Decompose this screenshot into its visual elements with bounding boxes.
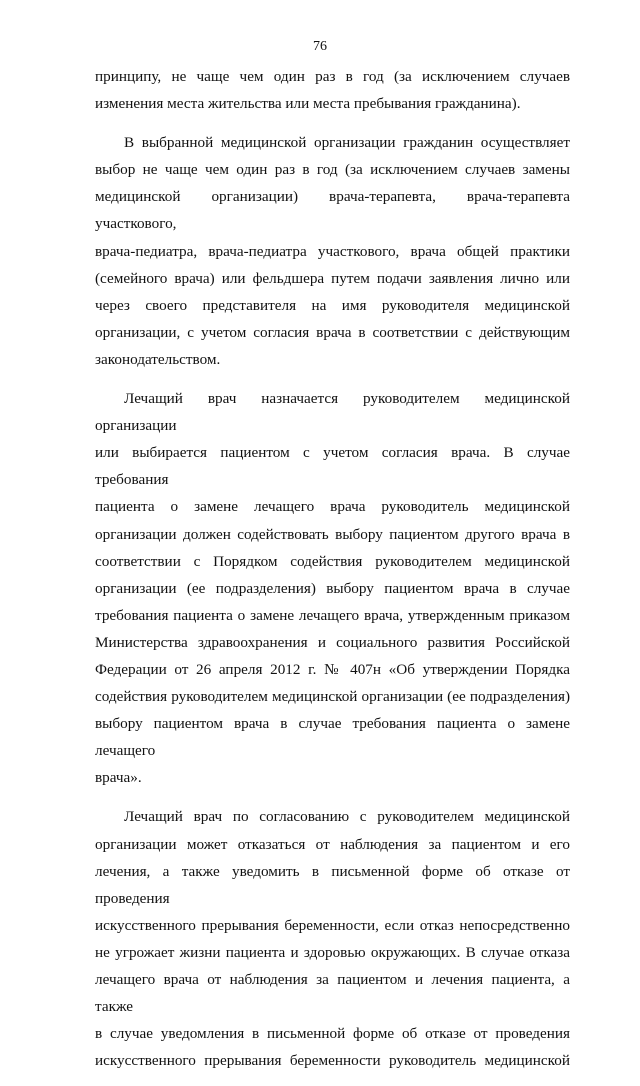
text-line: В выбранной медицинской организации гражданин осуществляет (124, 134, 570, 152)
text-line: выбор не чаще чем один раз в год (за исключением случаев замены (95, 161, 570, 179)
text-line: пациента о замене лечащего врача руководитель медицинской (95, 498, 570, 516)
paragraph-4 (95, 803, 570, 1074)
text-line: искусственного прерывания беременности, если отказ непосредственно (95, 916, 570, 934)
document-body (95, 63, 570, 1086)
text-line: законодательством. (95, 350, 221, 368)
text-line: через своего представителя на имя руководителя медицинской (95, 296, 570, 314)
paragraph-2 (95, 129, 570, 373)
text-line: требования пациента о замене лечащего врача, утвержденным приказом (95, 606, 570, 624)
paragraph-1 (95, 63, 570, 117)
paragraph-3 (95, 385, 570, 791)
text-line: выбору пациентом врача в случае требования пациента о замене лечащего (95, 715, 570, 760)
text-line: содействия руководителем медицинской организации (ее подразделения) (95, 688, 570, 706)
text-line: изменения места жительства или места пребывания гражданина). (95, 95, 521, 113)
text-line: медицинской организации) врача-терапевта, врача-терапевта участкового, (95, 188, 570, 233)
text-line: лечащего врача от наблюдения за пациентом и лечения пациента, а также (95, 971, 570, 1016)
text-line: Министерства здравоохранения и социального развития Российской (95, 633, 570, 651)
text-line: искусственного прерывания беременности руководитель медицинской (95, 1052, 570, 1070)
text-line: (семейного врача) или фельдшера путем подачи заявления лично или (95, 269, 570, 287)
text-line: соответствии с Порядком содействия руководителем медицинской (95, 552, 570, 570)
text-line: Лечащий врач назначается руководителем медицинской организации (95, 390, 570, 435)
text-line: организации (ее подразделения) выбору пациентом врача в случае (95, 579, 570, 597)
page-number: 76 (313, 39, 327, 54)
text-line: организации должен содействовать выбору пациентом другого врача в (95, 525, 570, 543)
text-line: Лечащий врач по согласованию с руководителем медицинской (124, 808, 570, 826)
text-line: или выбирается пациентом с учетом согласия врача. В случае требования (95, 444, 570, 489)
text-line: в случае уведомления в письменной форме об отказе от проведения (95, 1025, 570, 1043)
text-line: врача-педиатра, врача-педиатра участкового, врача общей практики (95, 242, 570, 260)
text-line: врача». (95, 769, 142, 787)
text-line: лечения, а также уведомить в письменной форме об отказе от проведения (95, 862, 570, 907)
text-line: организации может отказаться от наблюдения за пациентом и его (95, 835, 570, 853)
text-line: не угрожает жизни пациента и здоровью окружающих. В случае отказа (95, 943, 570, 961)
text-line: принципу, не чаще чем один раз в год (за исключением случаев (95, 68, 570, 85)
text-line: Федерации от 26 апреля 2012 г. № 407н «Об утверждении Порядка (95, 660, 570, 678)
text-line: организации, с учетом согласия врача в соответствии с действующим (95, 323, 570, 341)
